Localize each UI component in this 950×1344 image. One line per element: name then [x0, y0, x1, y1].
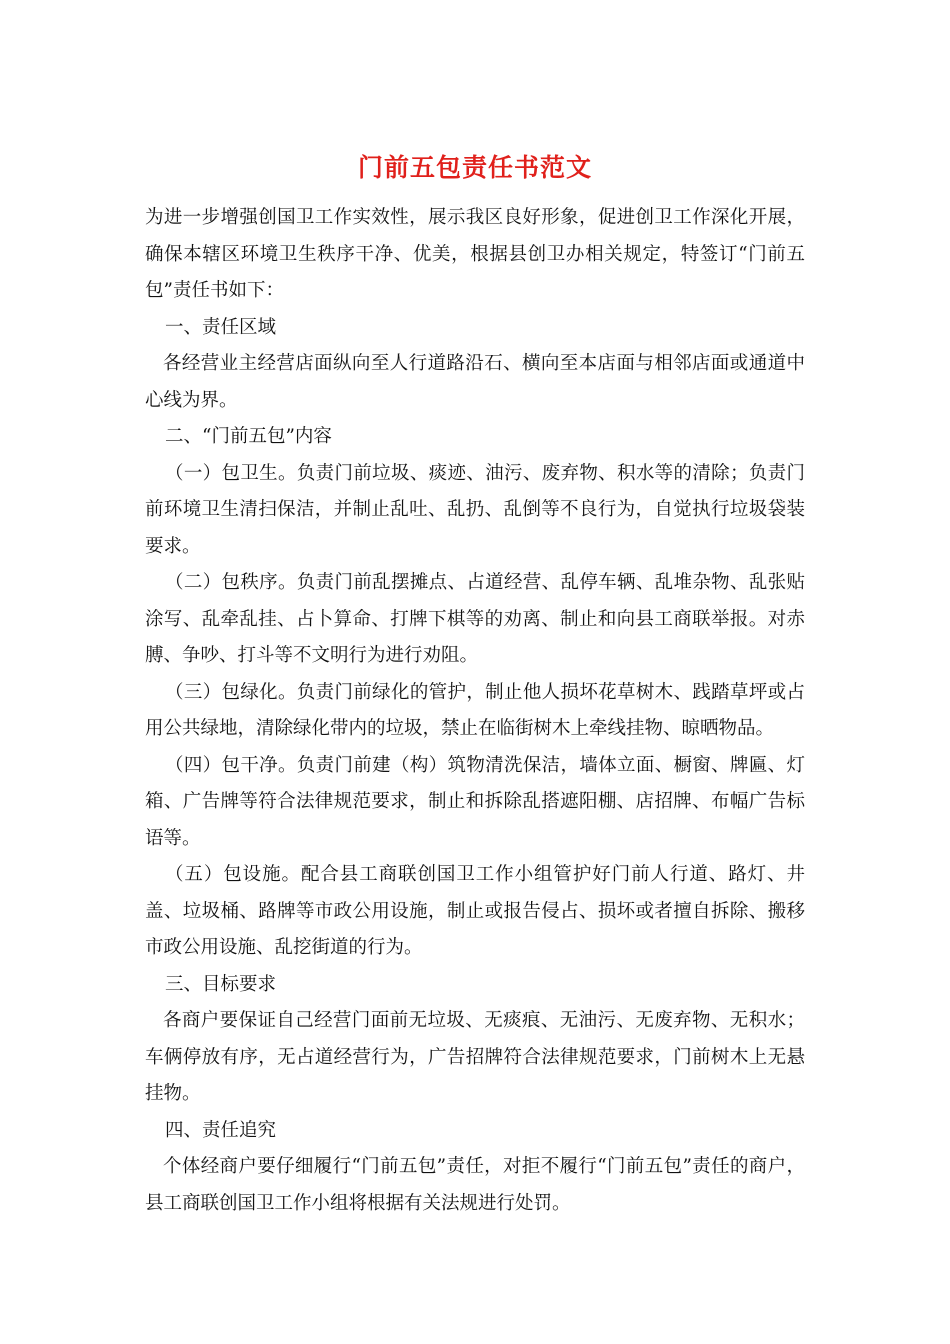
- accountability-paragraph: 个体经商户要仔细履行“门前五包”责任，对拒不履行“门前五包”责任的商户，县工商联创国卫工作小组将根据有关法规进行处罚。: [145, 1156, 805, 1214]
- item-cleanliness-paragraph: （四）包干净。负责门前建（构）筑物清洗保洁，墙体立面、橱窗、牌匾、灯箱、广告牌等符合法律规范要求，制止和拆除乱搭遮阳棚、店招牌、布幅广告标语等。: [145, 754, 805, 849]
- intro-paragraph: 为进一步增强创国卫工作实效性，展示我区良好形象，促进创卫工作深化开展，确保本辖区环境卫生秩序干净、优美，根据县创卫办相关规定，特签订“门前五包”责任书如下：: [145, 207, 805, 301]
- goals-paragraph: 各商户要保证自己经营门面前无垃圾、无痰痕、无油污、无废弃物、无积水；车俩停放有序，无占道经营行为，广告招牌符合法律规范要求，门前树木上无悬挂物。: [145, 1010, 805, 1104]
- section-heading-accountability: 四、责任追究: [165, 1119, 277, 1141]
- item-order-paragraph: （二）包秩序。负责门前乱摆摊点、占道经营、乱停车辆、乱堆杂物、乱张贴涂写、乱牵乱挂、占卜算命、打牌下棋等的劝离、制止和向县工商联举报。对赤膊、争吵、打斗等不文明行为进行劝阻。: [145, 572, 805, 666]
- item-hygiene-paragraph: （一）包卫生。负责门前垃圾、痰迹、油污、废弃物、积水等的清除；负责门前环境卫生清扫保洁，并制止乱吐、乱扔、乱倒等不良行为，自觉执行垃圾袋装要求。: [145, 462, 805, 557]
- area-paragraph: 各经营业主经营店面纵向至人行道路沿石、横向至本店面与相邻店面或通道中心线为界。: [145, 353, 805, 411]
- section-heading-content: 二、“门前五包”内容: [165, 426, 332, 447]
- document-title: 门前五包责任书范文: [357, 153, 592, 182]
- document-page: [145, 150, 805, 1222]
- section-heading-goals: 三、目标要求: [165, 973, 277, 995]
- item-facilities-paragraph: （五）包设施。配合县工商联创国卫工作小组管护好门前人行道、路灯、井盖、垃圾桶、路牌等市政公用设施，制止或报告侵占、损坏或者擅自拆除、搬移市政公用设施、乱挖街道的行为。: [145, 864, 805, 958]
- section-heading-area: 一、责任区域: [165, 316, 277, 338]
- item-greening-paragraph: （三）包绿化。负责门前绿化的管护，制止他人损坏花草树木、践踏草坪或占用公共绿地，清除绿化带内的垃圾，禁止在临街树木上牵线挂物、晾晒物品。: [145, 681, 805, 739]
